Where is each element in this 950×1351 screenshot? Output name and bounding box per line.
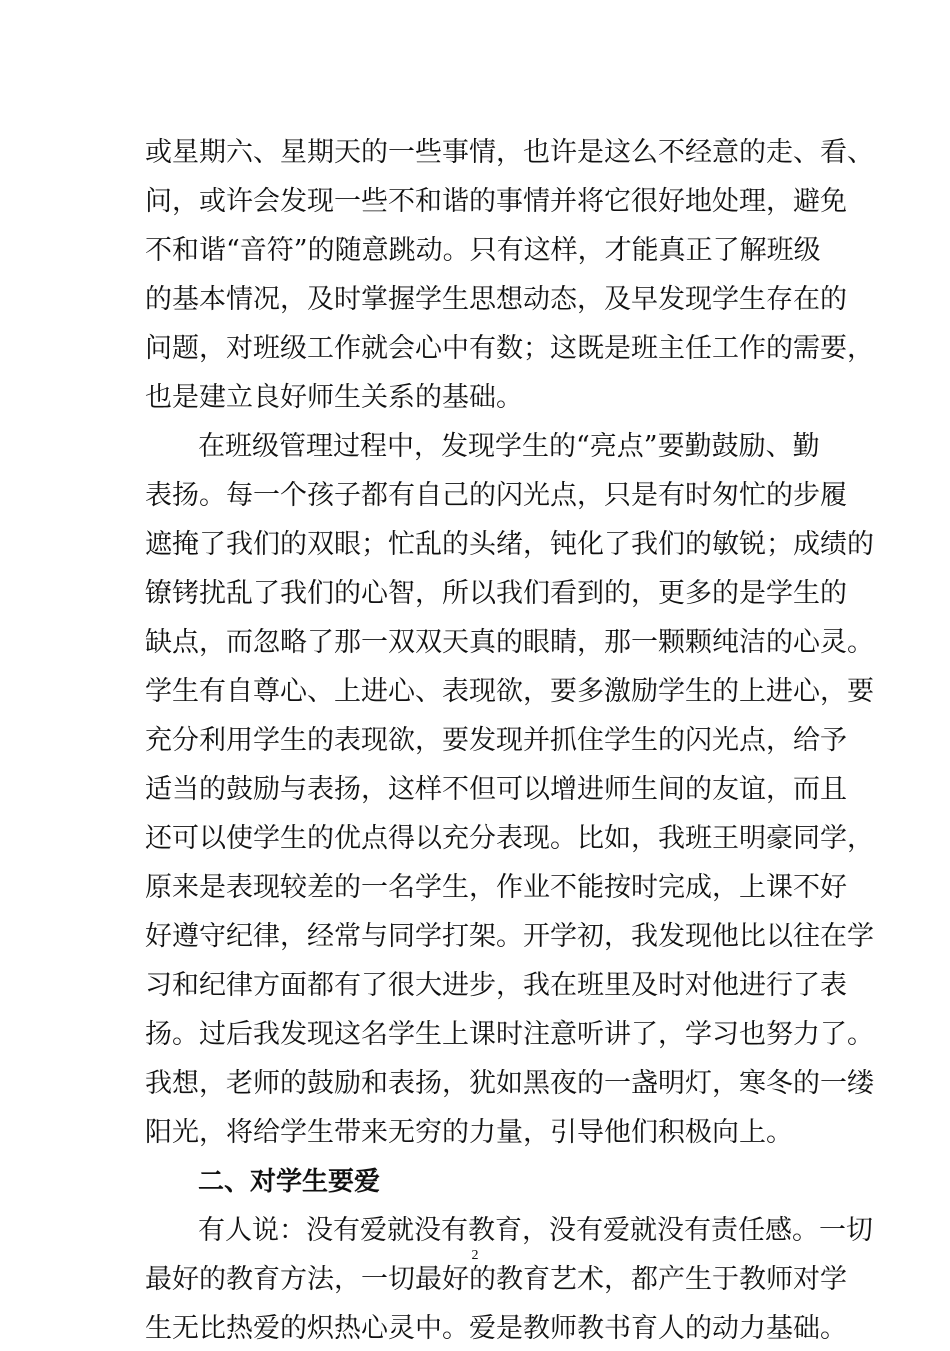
body-text-line: 最好的教育方法，一切最好的教育艺术，都产生于教师对学 — [145, 1264, 847, 1295]
body-text-line: 生无比热爱的炽热心灵中。爱是教师教书育人的动力基础。 — [145, 1313, 847, 1344]
body-text-line: 的基本情况，及时掌握学生思想动态，及早发现学生存在的 — [145, 284, 847, 315]
body-text-line: 我想，老师的鼓励和表扬，犹如黑夜的一盏明灯，寒冬的一缕 — [145, 1068, 874, 1099]
body-text-line: 好遵守纪律，经常与同学打架。开学初，我发现他比以往在学 — [145, 921, 874, 952]
paragraph-first-line: 在班级管理过程中，发现学生的“亮点”要勤鼓励、勤 — [198, 431, 820, 462]
body-text-line: 阳光，将给学生带来无穷的力量，引导他们积极向上。 — [145, 1117, 793, 1148]
body-text-line: 学生有自尊心、上进心、表现欲，要多激励学生的上进心，要 — [145, 676, 874, 707]
body-text-line: 镣铐扰乱了我们的心智，所以我们看到的，更多的是学生的 — [145, 578, 847, 609]
body-text-line: 问题，对班级工作就会心中有数；这既是班主任工作的需要， — [145, 333, 874, 364]
body-text-line: 扬。过后我发现这名学生上课时注意听讲了，学习也努力了。 — [145, 1019, 874, 1050]
paragraph-first-line: 有人说：没有爱就没有教育，没有爱就没有责任感。一切 — [198, 1215, 873, 1246]
body-text-line: 也是建立良好师生关系的基础。 — [145, 382, 523, 413]
body-text-line: 还可以使学生的优点得以充分表现。比如，我班王明豪同学， — [145, 823, 874, 854]
page-number: 2 — [471, 1248, 479, 1263]
body-text-line: 充分利用学生的表现欲，要发现并抓住学生的闪光点，给予 — [145, 725, 847, 756]
section-heading: 二、对学生要爱 — [198, 1167, 381, 1197]
body-text-line: 表扬。每一个孩子都有自己的闪光点，只是有时匆忙的步履 — [145, 480, 847, 511]
body-text-line: 习和纪律方面都有了很大进步，我在班里及时对他进行了表 — [145, 970, 847, 1001]
body-text-line: 或星期六、星期天的一些事情，也许是这么不经意的走、看、 — [145, 137, 874, 168]
body-text-line: 缺点，而忽略了那一双双天真的眼睛，那一颗颗纯洁的心灵。 — [145, 627, 874, 658]
body-text-line: 原来是表现较差的一名学生，作业不能按时完成，上课不好 — [145, 872, 847, 903]
body-text-line: 问，或许会发现一些不和谐的事情并将它很好地处理，避免 — [145, 186, 847, 217]
body-text-line: 遮掩了我们的双眼；忙乱的头绪，钝化了我们的敏锐；成绩的 — [145, 529, 874, 560]
body-text-line: 适当的鼓励与表扬，这样不但可以增进师生间的友谊，而且 — [145, 774, 847, 805]
body-text-line: 不和谐“音符”的随意跳动。只有这样，才能真正了解班级 — [145, 235, 821, 266]
